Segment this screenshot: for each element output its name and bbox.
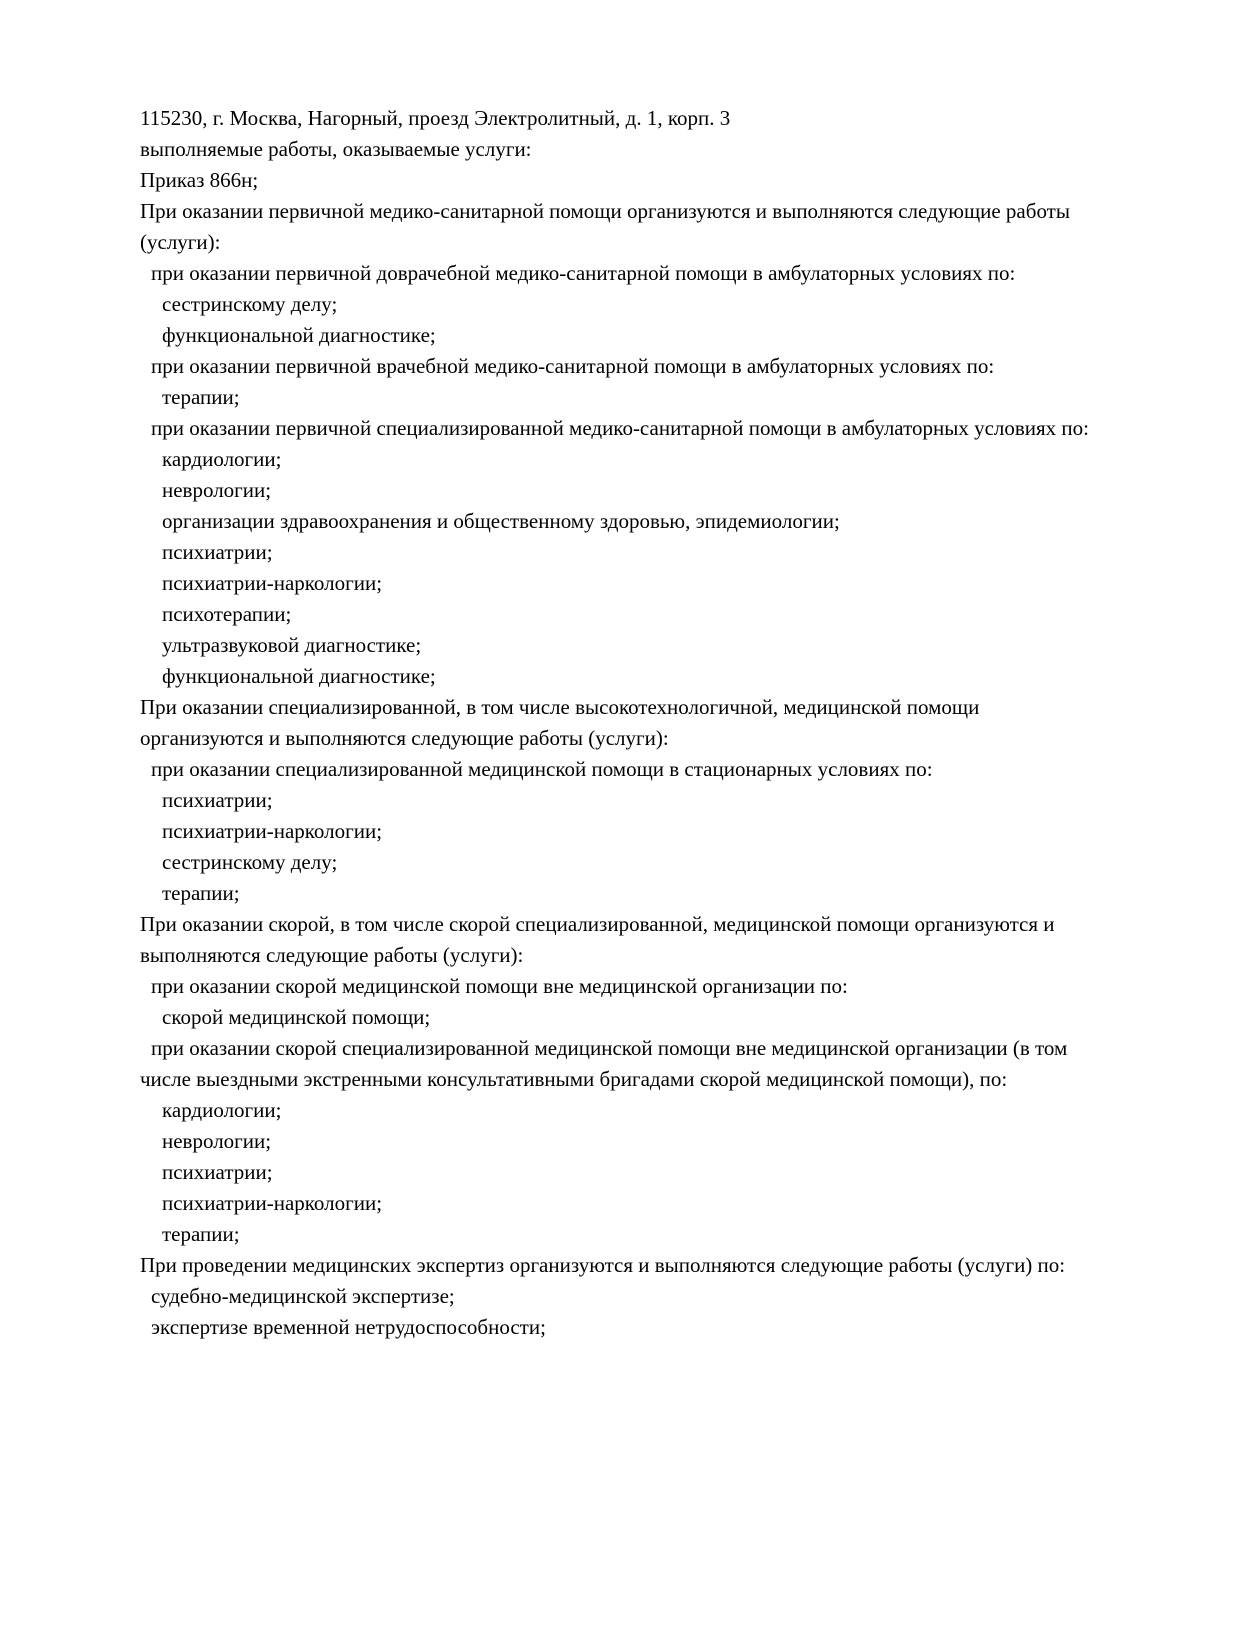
document-line: кардиологии; bbox=[162, 1098, 282, 1122]
document-line: при оказании первичной доврачебной медико-санитарной помощи в амбулаторных условиях по: bbox=[151, 261, 1016, 285]
document-line: неврологии; bbox=[162, 1129, 272, 1153]
document-line: судебно-медицинской экспертизе; bbox=[151, 1284, 455, 1308]
document-body bbox=[140, 103, 1106, 1343]
document-line: кардиологии; bbox=[162, 447, 282, 471]
document-line: выполняемые работы, оказываемые услуги: bbox=[140, 137, 532, 161]
document-line: При оказании первичной медико-санитарной помощи организуются и выполняются следующие работы (услуги): bbox=[140, 199, 1070, 254]
document-line: При оказании скорой, в том числе скорой специализированной, медицинской помощи организуются и выполняются следующие работы (услуги): bbox=[140, 912, 1055, 967]
document-line: психиатрии-наркологии; bbox=[162, 819, 383, 843]
document-line: при оказании скорой медицинской помощи вне медицинской организации по: bbox=[151, 974, 848, 998]
document-line: психиатрии; bbox=[162, 1160, 273, 1184]
document-line: психиатрии-наркологии; bbox=[162, 571, 383, 595]
document-line: При оказании специализированной, в том числе высокотехнологичной, медицинской помощи организуются и выполняются следующие работы (услуги): bbox=[140, 695, 980, 750]
document-line: При проведении медицинских экспертиз организуются и выполняются следующие работы (услуги) по: bbox=[140, 1253, 1066, 1277]
document-line: психотерапии; bbox=[162, 602, 292, 626]
document-line: скорой медицинской помощи; bbox=[162, 1005, 431, 1029]
document-line: неврологии; bbox=[162, 478, 272, 502]
document-line: при оказании специализированной медицинской помощи в стационарных условиях по: bbox=[151, 757, 933, 781]
document-line: психиатрии-наркологии; bbox=[162, 1191, 383, 1215]
document-line: при оказании первичной специализированной медико-санитарной помощи в амбулаторных условиях по: bbox=[151, 416, 1090, 440]
document-line: при оказании скорой специализированной медицинской помощи вне медицинской организации (в том числе выездными экстренными консультативными бригадами скорой медицинской помощи), по: bbox=[140, 1036, 1068, 1091]
document-line: психиатрии; bbox=[162, 540, 273, 564]
document-line: терапии; bbox=[162, 881, 240, 905]
document-line: Приказ 866н; bbox=[140, 168, 259, 192]
document-line: терапии; bbox=[162, 1222, 240, 1246]
document-line: организации здравоохранения и общественному здоровью, эпидемиологии; bbox=[162, 509, 840, 533]
document-line: экспертизе временной нетрудоспособности; bbox=[151, 1315, 546, 1339]
document-line: функциональной диагностике; bbox=[162, 323, 436, 347]
document-line: 115230, г. Москва, Нагорный, проезд Электролитный, д. 1, корп. 3 bbox=[140, 106, 731, 130]
document-line: сестринскому делу; bbox=[162, 292, 338, 316]
document-line: функциональной диагностике; bbox=[162, 664, 436, 688]
document-line: ультразвуковой диагностике; bbox=[162, 633, 422, 657]
document-line: терапии; bbox=[162, 385, 240, 409]
document-line: сестринскому делу; bbox=[162, 850, 338, 874]
document-line: при оказании первичной врачебной медико-санитарной помощи в амбулаторных условиях по: bbox=[151, 354, 995, 378]
document-line: психиатрии; bbox=[162, 788, 273, 812]
